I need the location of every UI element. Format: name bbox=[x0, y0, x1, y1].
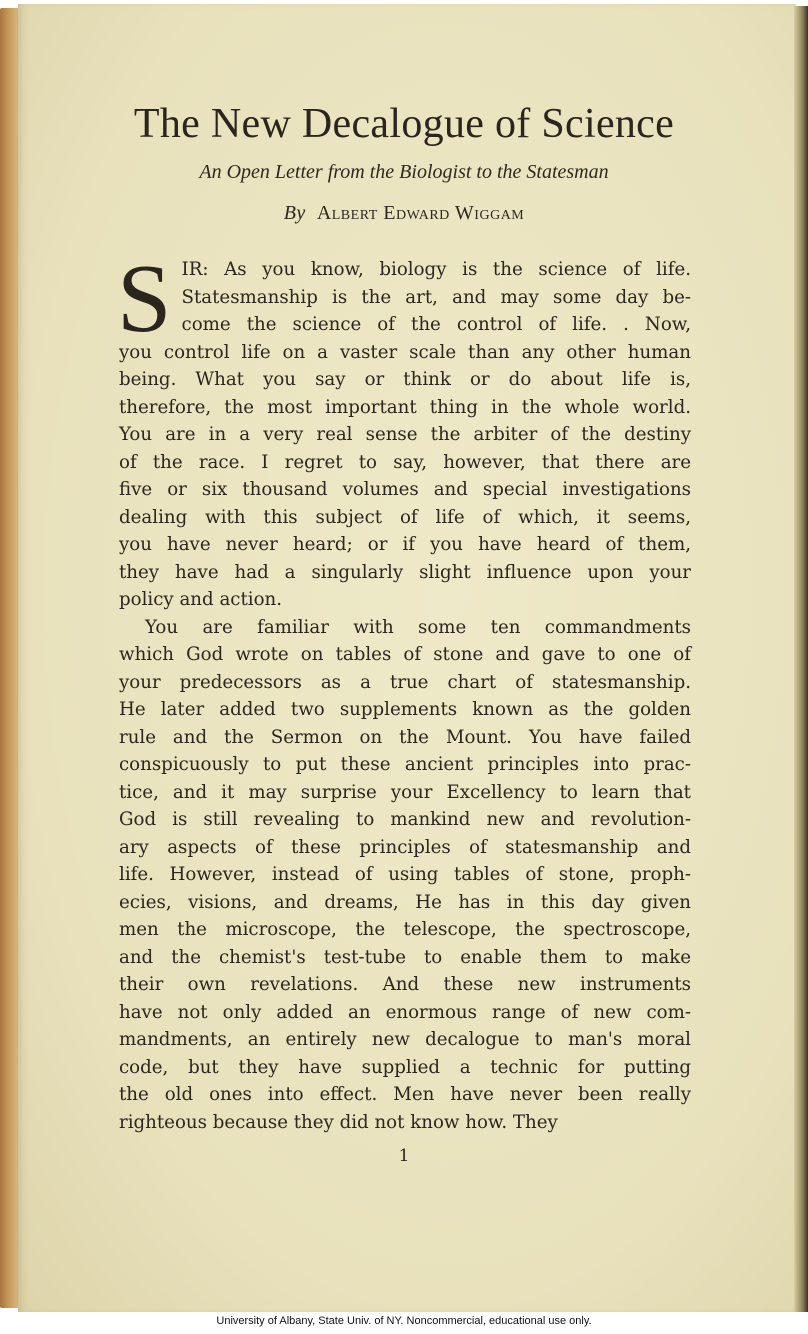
text-line: men the microscope, the telescope, the spectroscope, bbox=[119, 919, 691, 940]
byline bbox=[0, 202, 808, 225]
text-line: have not only added an enormous range of new com- bbox=[119, 1001, 691, 1023]
text-line: you control life on a vaster scale than any other human bbox=[119, 341, 691, 363]
text-line: IR: As you know, biology is the science of life. bbox=[181, 259, 691, 280]
text-line: which God wrote on tables of stone and gave to one of bbox=[119, 644, 691, 665]
text-line: come the science of the control of life. . Now, bbox=[181, 314, 691, 335]
text-line: He later added two supplements known as the golden bbox=[119, 699, 691, 720]
text-line: ary aspects of these principles of statesmanship and bbox=[119, 836, 691, 858]
text-line: of the race. I regret to say, however, that there are bbox=[119, 451, 691, 473]
article-title: The New Decalogue of Science bbox=[133, 101, 675, 147]
text-line: rule and the Sermon on the Mount. You have failed bbox=[119, 726, 691, 748]
text-line: Statesmanship is the art, and may some day be- bbox=[181, 286, 691, 308]
page-number: 1 bbox=[398, 1146, 410, 1166]
text-line: their own revelations. And these new instruments bbox=[119, 974, 691, 995]
text-line: life. However, instead of using tables of stone, proph- bbox=[119, 864, 691, 885]
text-line: you have never heard; or if you have heard of them, bbox=[119, 534, 691, 555]
text-line: the old ones into effect. Men have never been really bbox=[119, 1084, 691, 1105]
text-line: code, but they have supplied a technic for putting bbox=[119, 1056, 691, 1078]
text-line: You are in a very real sense the arbiter of the destiny bbox=[119, 424, 691, 445]
text-line: tice, and it may surprise your Excellency to learn that bbox=[119, 781, 691, 803]
text-line: ecies, visions, and dreams, He has in this day given bbox=[119, 891, 691, 913]
paragraph-1 bbox=[117, 245, 691, 614]
text-line: being. What you say or think or do about life is, bbox=[119, 369, 691, 390]
text-line: they have had a singularly slight influence upon your bbox=[119, 561, 691, 583]
text-line: your predecessors as a true chart of statesmanship. bbox=[119, 671, 691, 693]
byline-by: By bbox=[283, 202, 306, 224]
paragraph-2 bbox=[119, 614, 691, 1137]
text-line: conspicuously to put these ancient principles into prac- bbox=[119, 754, 691, 775]
byline-author: Albert Edward Wiggam bbox=[316, 202, 525, 224]
text-line: mandments, an entirely new decalogue to man's moral bbox=[119, 1029, 691, 1050]
text-line: and the chemist's test-tube to enable them to make bbox=[119, 946, 691, 968]
text-line: five or six thousand volumes and special investigations bbox=[119, 479, 691, 500]
text-line: policy and action. bbox=[119, 589, 283, 610]
body-text bbox=[117, 245, 691, 1136]
drop-cap: S bbox=[117, 245, 172, 353]
text-line: therefore, the most important thing in the whole world. bbox=[119, 396, 691, 418]
text-line: righteous because they did not know how. They bbox=[119, 1111, 558, 1133]
copyright-footer: University of Albany, State Univ. of NY. Noncommercial, educational use only. bbox=[216, 1315, 592, 1327]
text-line: God is still revealing to mankind new and revolution- bbox=[119, 809, 691, 830]
text-line: dealing with this subject of life of which, it seems, bbox=[119, 506, 691, 528]
text-line: You are familiar with some ten commandments bbox=[145, 616, 691, 638]
article-subtitle: An Open Letter from the Biologist to the Statesman bbox=[199, 161, 609, 183]
